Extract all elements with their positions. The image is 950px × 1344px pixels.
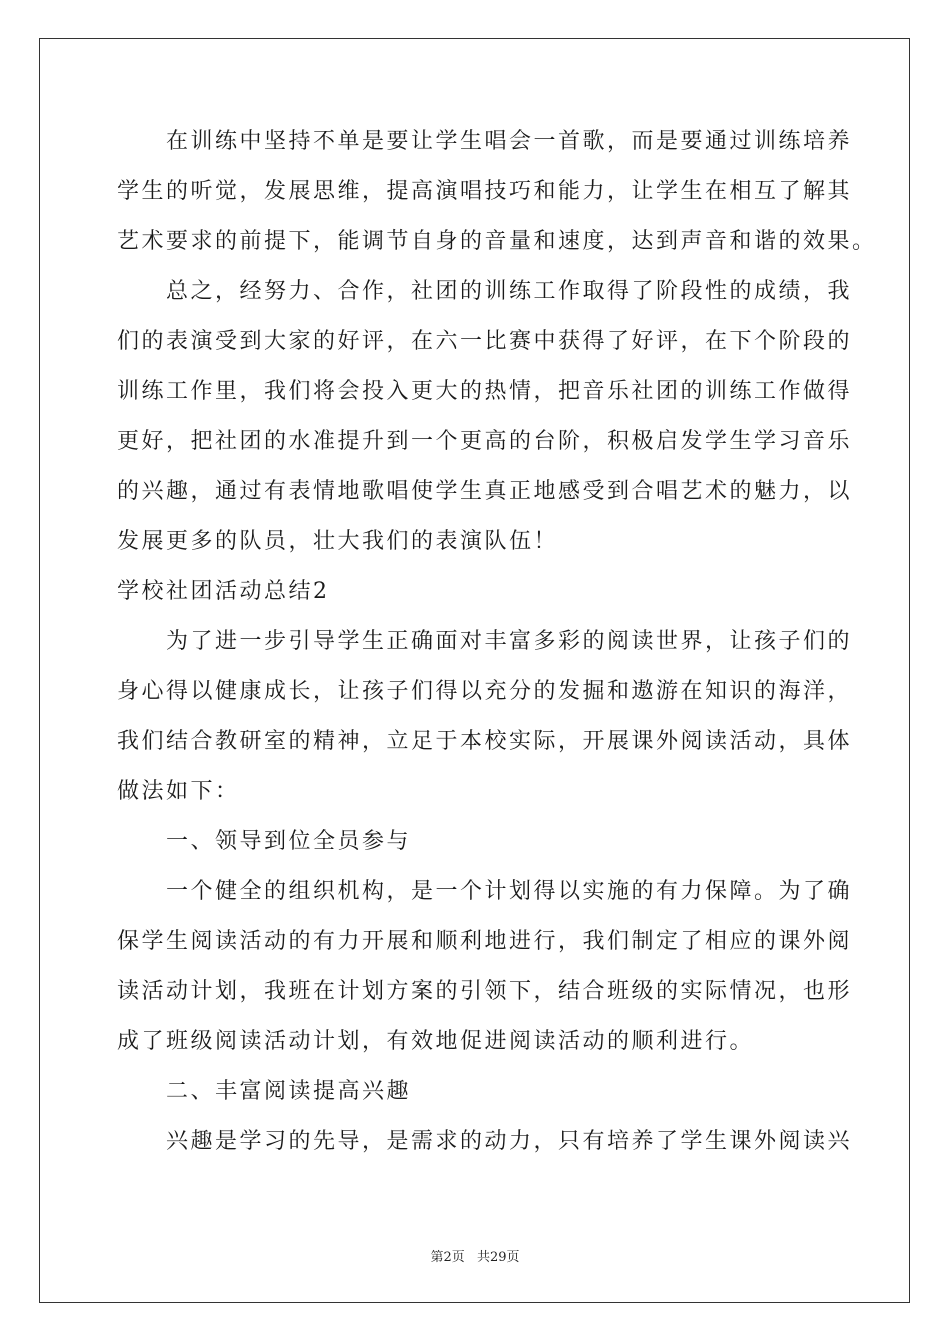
text-line: 做法如下：: [117, 779, 240, 804]
section-heading: 学校社团活动总结2: [117, 579, 330, 604]
text-line: 发展更多的队员，壮大我们的表演队伍！: [117, 529, 559, 554]
text-line: 训练工作里，我们将会投入更大的热情，把音乐社团的训练工作做得: [117, 379, 853, 404]
text-line: 的兴趣，通过有表情地歌唱使学生真正地感受到合唱艺术的魅力，以: [117, 479, 853, 504]
text-line: 保学生阅读活动的有力开展和顺利地进行，我们制定了相应的课外阅: [117, 929, 853, 954]
text-line: 学生的听觉，发展思维，提高演唱技巧和能力，让学生在相互了解其: [117, 179, 853, 204]
text-line: 一个健全的组织机构，是一个计划得以实施的有力保障。为了确: [117, 879, 853, 904]
text-line: 成了班级阅读活动计划，有效地促进阅读活动的顺利进行。: [117, 1029, 755, 1054]
page-footer: [0, 1250, 950, 1266]
text-line: 在训练中坚持不单是要让学生唱会一首歌，而是要通过训练培养: [117, 129, 853, 154]
text-line: 们的表演受到大家的好评，在六一比赛中获得了好评，在下个阶段的: [117, 329, 853, 354]
subheading: 一、领导到位全员参与: [117, 829, 412, 854]
text-line: 读活动计划，我班在计划方案的引领下，结合班级的实际情况，也形: [117, 979, 853, 1004]
text-line: 我们结合教研室的精神，立足于本校实际，开展课外阅读活动，具体: [117, 729, 853, 754]
text-line: 更好，把社团的水准提升到一个更高的台阶，积极启发学生学习音乐: [117, 429, 853, 454]
page-total: 共29页: [476, 1250, 520, 1265]
text-line: 总之，经努力、合作，社团的训练工作取得了阶段性的成绩，我: [117, 279, 853, 304]
subheading: 二、丰富阅读提高兴趣: [117, 1079, 412, 1104]
text-line: 为了进一步引导学生正确面对丰富多彩的阅读世界，让孩子们的: [117, 629, 853, 654]
text-line: 身心得以健康成长，让孩子们得以充分的发掘和遨游在知识的海洋，: [117, 679, 853, 704]
text-line: 兴趣是学习的先导，是需求的动力，只有培养了学生课外阅读兴: [117, 1129, 853, 1154]
text-line: 艺术要求的前提下，能调节自身的音量和速度，达到声音和谐的效果。: [117, 229, 877, 254]
page-number: 第2页: [430, 1250, 465, 1265]
